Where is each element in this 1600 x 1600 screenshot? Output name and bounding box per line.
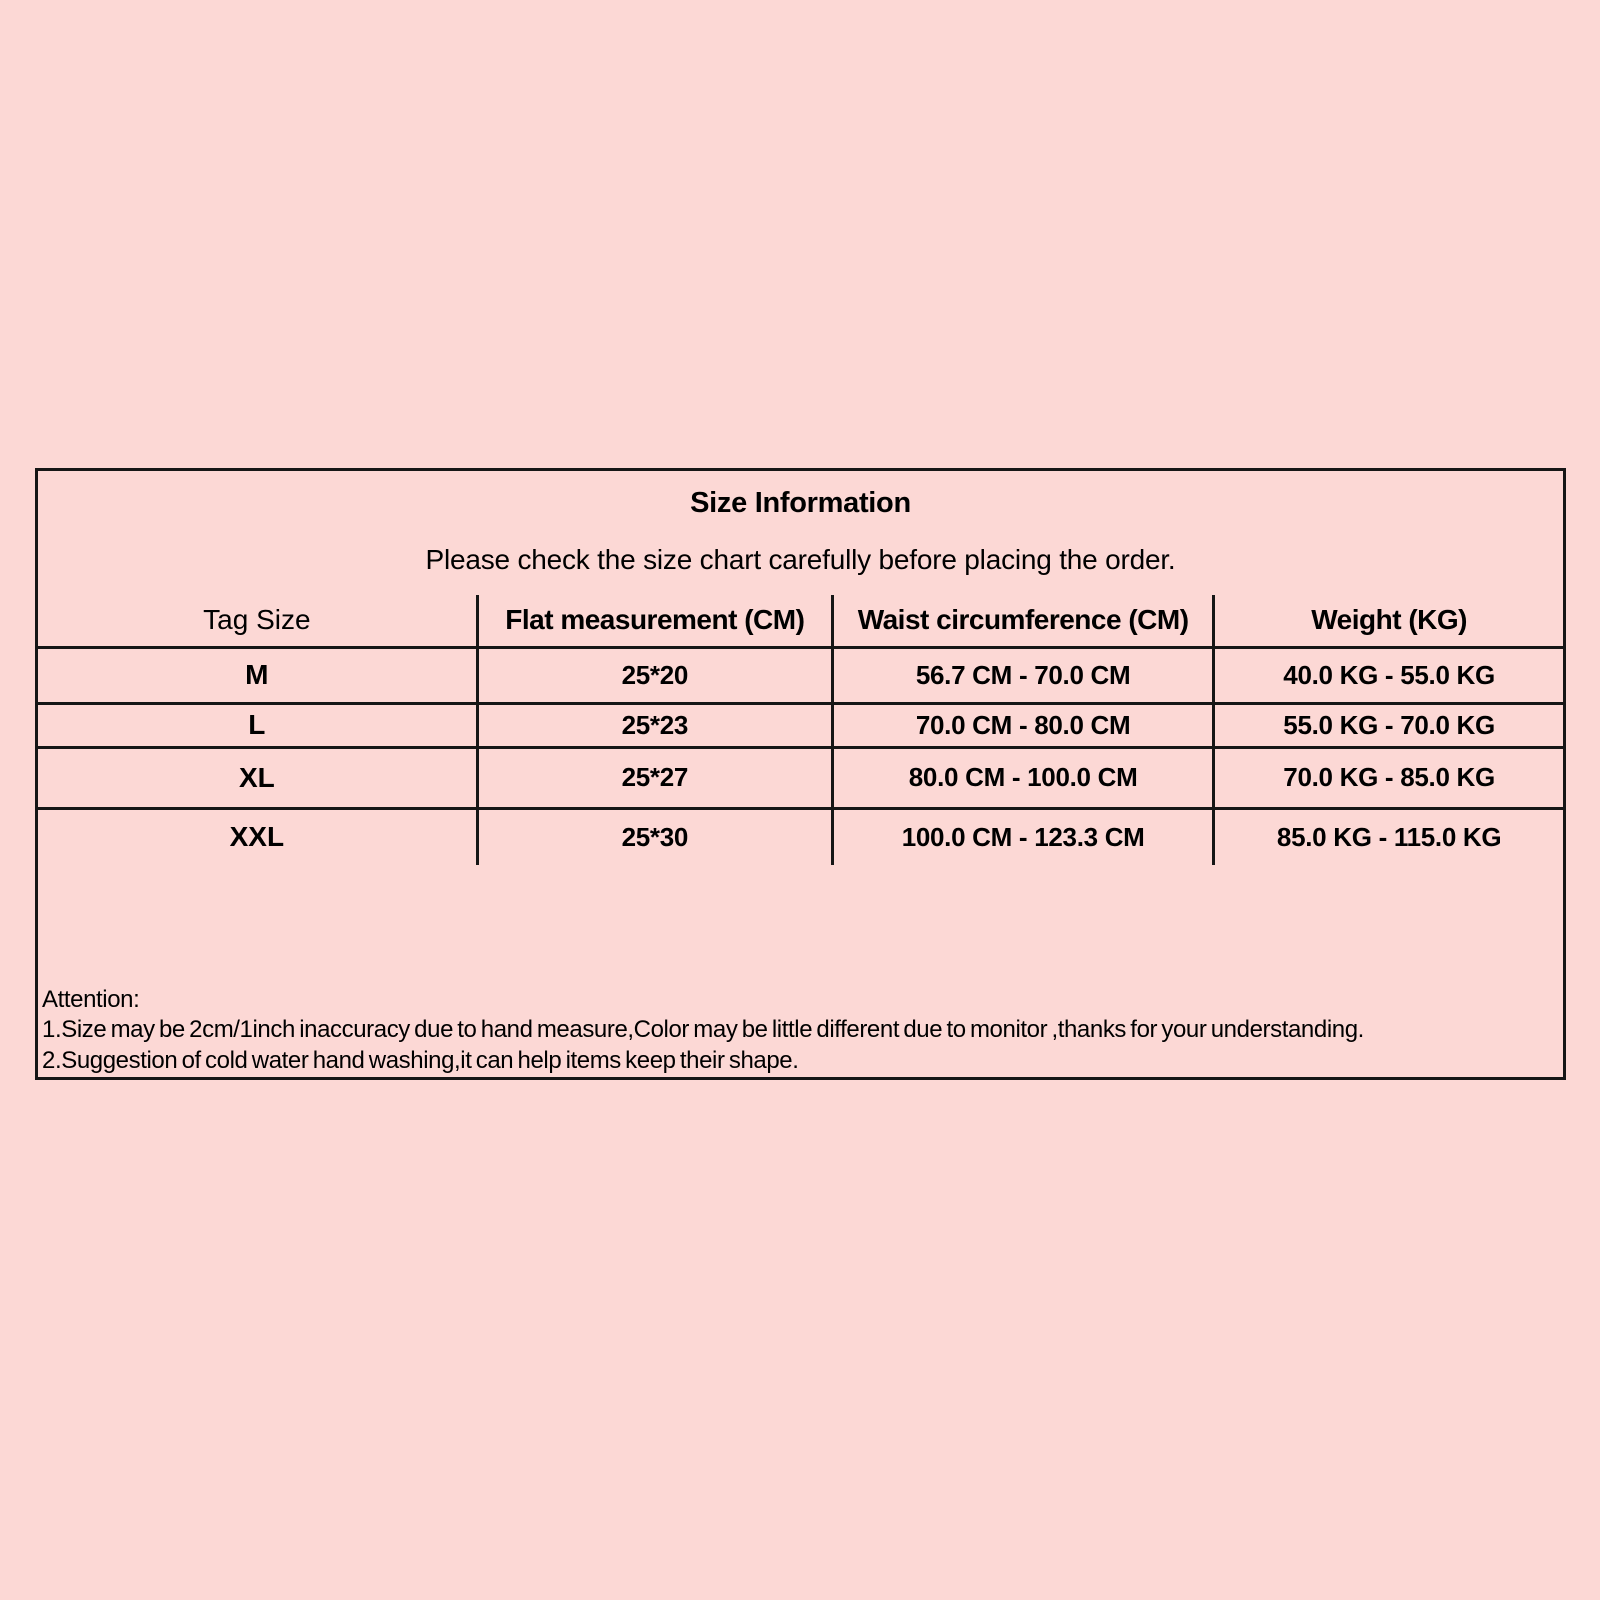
tag-size-cell: XXL	[38, 808, 477, 865]
attention-heading: Attention:	[42, 985, 140, 1013]
attention-note-1: 1.Size may be 2cm/1inch inaccuracy due to hand measure,Color may be little different due to monitor ,thanks for your understanding.	[42, 1016, 1364, 1043]
page-subtitle: Please check the size chart carefully before placing the order.	[425, 544, 1176, 575]
size-chart-header	[38, 471, 1563, 595]
column-header-waist-circumference: Waist circumference (CM)	[833, 595, 1214, 647]
waist-circumference-cell: 56.7 CM - 70.0 CM	[833, 647, 1214, 703]
waist-circumference-cell: 100.0 CM - 123.3 CM	[833, 808, 1214, 865]
attention-section	[42, 985, 1559, 1077]
table-row-l	[38, 703, 1563, 747]
size-chart-panel	[35, 468, 1566, 1080]
weight-cell: 55.0 KG - 70.0 KG	[1214, 703, 1563, 747]
table-header-row	[38, 595, 1563, 647]
table-row-xxl	[38, 808, 1563, 865]
flat-measurement-cell: 25*23	[477, 703, 832, 747]
weight-cell: 85.0 KG - 115.0 KG	[1214, 808, 1563, 865]
tag-size-cell: L	[38, 703, 477, 747]
table-row-xl	[38, 747, 1563, 808]
waist-circumference-cell: 80.0 CM - 100.0 CM	[833, 747, 1214, 808]
flat-measurement-cell: 25*30	[477, 808, 832, 865]
flat-measurement-cell: 25*20	[477, 647, 832, 703]
column-header-flat-measurement: Flat measurement (CM)	[477, 595, 832, 647]
waist-circumference-cell: 70.0 CM - 80.0 CM	[833, 703, 1214, 747]
tag-size-cell: XL	[38, 747, 477, 808]
weight-cell: 70.0 KG - 85.0 KG	[1214, 747, 1563, 808]
size-table	[38, 595, 1563, 865]
column-header-tag-size: Tag Size	[38, 595, 477, 647]
column-header-weight: Weight (KG)	[1214, 595, 1563, 647]
table-row-m	[38, 647, 1563, 703]
tag-size-cell: M	[38, 647, 477, 703]
attention-note-2: 2.Suggestion of cold water hand washing,it can help items keep their shape.	[42, 1046, 799, 1074]
page-title: Size Information	[690, 487, 911, 519]
weight-cell: 40.0 KG - 55.0 KG	[1214, 647, 1563, 703]
flat-measurement-cell: 25*27	[477, 747, 832, 808]
